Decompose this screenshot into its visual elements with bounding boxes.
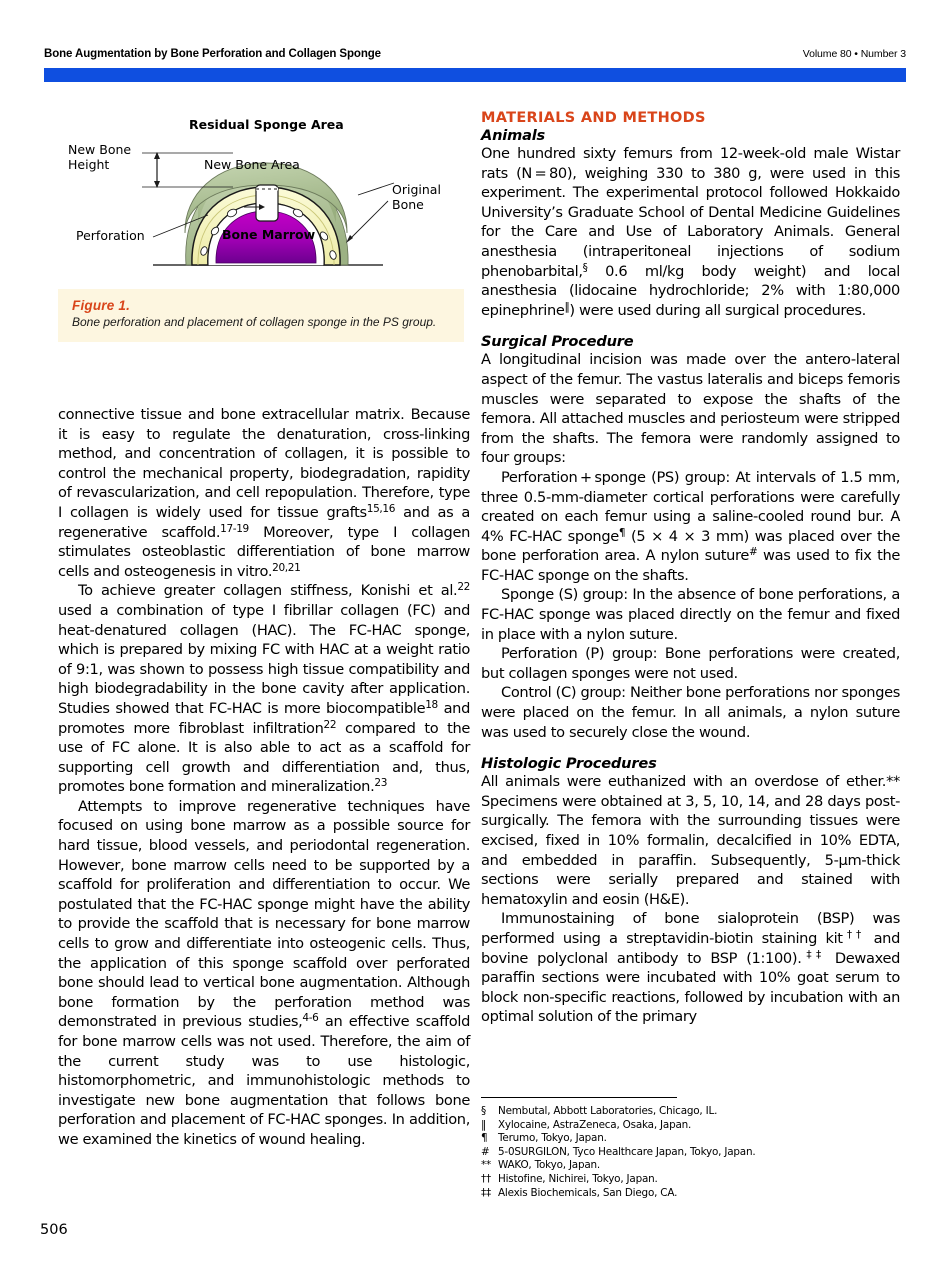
paragraph: All animals were euthanized with an overdose of ether.** Specimens were obtained at 3, 5, 10, 14, and 28 days post-surgically. The femora with the surrounding tissues were excised, fixed in 10% formalin, decalcified in 10% EDTA, and embedded in paraffin. Subsequently, 5-µm-thick sections were serially prepared and stained with hematoxylin and eosin (H&E). [481, 773, 900, 908]
running-head [44, 48, 906, 60]
new-bone-height-line1: New Bone [68, 142, 132, 157]
figure-annotation-new-bone-area: New Bone Area [204, 157, 300, 172]
footnote-item [481, 1105, 900, 1119]
footnote-text: Alexis Biochemicals, San Diego, CA. [498, 1186, 678, 1199]
footnote-mark: †† [481, 1172, 491, 1185]
footnote-mark: ‡‡ [481, 1186, 491, 1199]
footnotes-block [481, 1097, 900, 1200]
paragraph: connective tissue and bone extracellular matrix. Because it is easy to regulate the denaturation, cross-linking method, and concentration of collagen, it is possible to control the mechanical property, biodegradation, rapidity of revascularization, and cell repopulation. Therefore, type I collagen is widely used for tissue grafts$^{15,16}$ and as a regenerative scaffold.$^{17-19}$ Moreover, type I collagen stimulates osteoblastic differentiation of bone marrow cells and osteogenesis in vitro.$^{20,21}$ [58, 406, 471, 580]
footnote-item [481, 1187, 900, 1201]
figure-annotation-original-bone: Original Bone [392, 182, 441, 212]
figure-1 [58, 103, 468, 342]
volume-issue: Volume 80 • Number 3 [802, 48, 906, 60]
subheading-histologic-procedures: Histologic Procedures [481, 755, 657, 773]
footnote-text: Xylocaine, AstraZeneca, Osaka, Japan. [498, 1118, 692, 1131]
footnote-item [481, 1119, 900, 1133]
paragraph: To achieve greater collagen stiffness, Konishi et al.$^{22}$ used a combination of type I fibrillar collagen (FC) and heat-denatured collagen (HAC). The FC-HAC sponge, which is prepared by mixing FC with HAC at a weight ratio of 9:1, was shown to possess high tissue compatibility and high biodegradability in the bone cavity after application. Studies showed that FC-HAC is more biocompatible$^{18}$ and promotes more fibroblast infiltration$^{22}$ compared to the use of FC alone. It is also able to act as a scaffold for supporting cell growth and differentiation and, thus, promotes bone formation and mineralization.$^{23}$ [58, 581, 470, 796]
footnote-mark: ¶ [481, 1132, 488, 1145]
footnote-mark: § [481, 1105, 486, 1117]
paragraph: A longitudinal incision was made over the antero-lateral aspect of the femur. The vastus lateralis and biceps femoris muscles were separated to expose the shafts of the femora. All attached muscles and periosteum were stripped from the shafts. The femora were randomly assigned to four groups: [481, 351, 900, 467]
section-heading-materials-and-methods: MATERIALS AND METHODS [481, 110, 706, 126]
footnote-text: Histofine, Nichirei, Tokyo, Japan. [498, 1172, 658, 1185]
page-number: 506 [40, 1222, 68, 1238]
footnote-rule [481, 1097, 677, 1098]
paragraph: Perforation + sponge (PS) group: At intervals of 1.5 mm, three 0.5-mm-diameter cortical perforations were carefully created on each femur using a saline-cooled round bur. A 4% FC-HAC sponge¶ (5 × 4 × 3 mm) was placed over the bone perforation area. A nylon suture# was used to fix the FC-HAC sponge on the shafts. [481, 468, 901, 584]
figure-annotation-bone-marrow: Bone Marrow [222, 227, 316, 242]
paragraph: One hundred sixty femurs from 12-week-old male Wistar rats (N = 80), weighing 330 to 380 g, were used in this experiment. The experimental protocol followed Hokkaido University’s Graduate School of Dental Medicine Guidelines for the Care and Use of Laboratory Animals. General anesthesia (intraperitoneal injections of sodium phenobarbital,§ 0.6 ml/kg body weight) and local anesthesia (lidocaine hydrochloride; 2% with 1:80,000 epinephrine‖) were used during all surgical procedures. [481, 145, 900, 319]
footnote-text: WAKO, Tokyo, Japan. [498, 1159, 601, 1172]
footnote-item [481, 1159, 900, 1173]
footnote-item [481, 1146, 900, 1160]
running-title: Bone Augmentation by Bone Perforation and Collagen Sponge [44, 48, 381, 60]
subheading-animals: Animals [481, 127, 546, 144]
paragraph: Attempts to improve regenerative techniques have focused on using bone marrow as a possible source for hard tissue, blood vessels, and periodontal regeneration. However, bone marrow cells need to be supported by a scaffold for proliferation and differentiation to occur. We postulated that the FC-HAC sponge might have the ability to provide the scaffold that is necessary for bone marrow cells to grow and differentiate into osteogenic cells. Thus, the application of this sponge scaffold over perforated bone should lead to vertical bone augmentation. Although bone formation by the perforation method was demonstrated in previous studies,$^{4-6}$ an effective scaffold for bone marrow cells was not used. Therefore, the aim of the current study was to use histologic, histomorphometric, and immunohistologic methods to investigate new bone augmentation that follows bone perforation and placement of FC-HAC sponges. In addition, we examined the kinetics of wound healing. [58, 797, 470, 1148]
new-bone-height-line2: Height [68, 157, 110, 172]
footnote-item [481, 1132, 900, 1146]
paragraph: Sponge (S) group: In the absence of bone perforations, a FC-HAC sponge was placed directly on the femur and fixed in place with a nylon suture. [481, 586, 900, 643]
subheading-surgical-procedure: Surgical Procedure [481, 333, 634, 351]
figure-annotation-new-bone-height [68, 142, 131, 172]
left-column [58, 103, 468, 342]
footnote-list [481, 1105, 900, 1200]
figure-annotation-residual-sponge-area: Residual Sponge Area [189, 117, 344, 132]
footnote-mark: ‖ [481, 1118, 486, 1131]
footnote-mark: # [481, 1145, 490, 1158]
footnote-mark: ** [481, 1159, 491, 1172]
right-column [481, 110, 900, 1027]
figure-label: Figure 1. [72, 298, 131, 313]
left-column-text [58, 405, 470, 1150]
section-spacer [481, 742, 900, 755]
footnote-item [481, 1173, 900, 1187]
figure-illustration [58, 103, 468, 283]
footnote-text: Terumo, Tokyo, Japan. [498, 1132, 607, 1145]
figure-caption [58, 289, 464, 342]
footnote-text: 5-0SURGILON, Tyco Healthcare Japan, Tokyo, Japan. [498, 1145, 756, 1158]
header-rule-bar [44, 68, 906, 82]
section-spacer [481, 320, 900, 333]
footnote-text: Nembutal, Abbott Laboratories, Chicago, IL. [498, 1105, 718, 1117]
paragraph: Perforation (P) group: Bone perforations were created, but collagen sponges were not used. [481, 645, 900, 682]
figure-caption-text: Bone perforation and placement of collagen sponge in the PS group. [72, 315, 437, 329]
paragraph: Control (C) group: Neither bone perforations nor sponges were placed on the femur. In all animals, a nylon suture was used to securely close the wound. [481, 684, 900, 741]
paragraph: Immunostaining of bone sialoprotein (BSP) was performed using a streptavidin-biotin staining kit†† and bovine polyclonal antibody to BSP (1:100).‡‡ Dewaxed paraffin sections were incubated with 10% goat serum to block non-specific reactions, followed by incubation with an optimal solution of the primary [481, 910, 900, 1026]
figure-annotation-perforation: Perforation [76, 228, 145, 243]
